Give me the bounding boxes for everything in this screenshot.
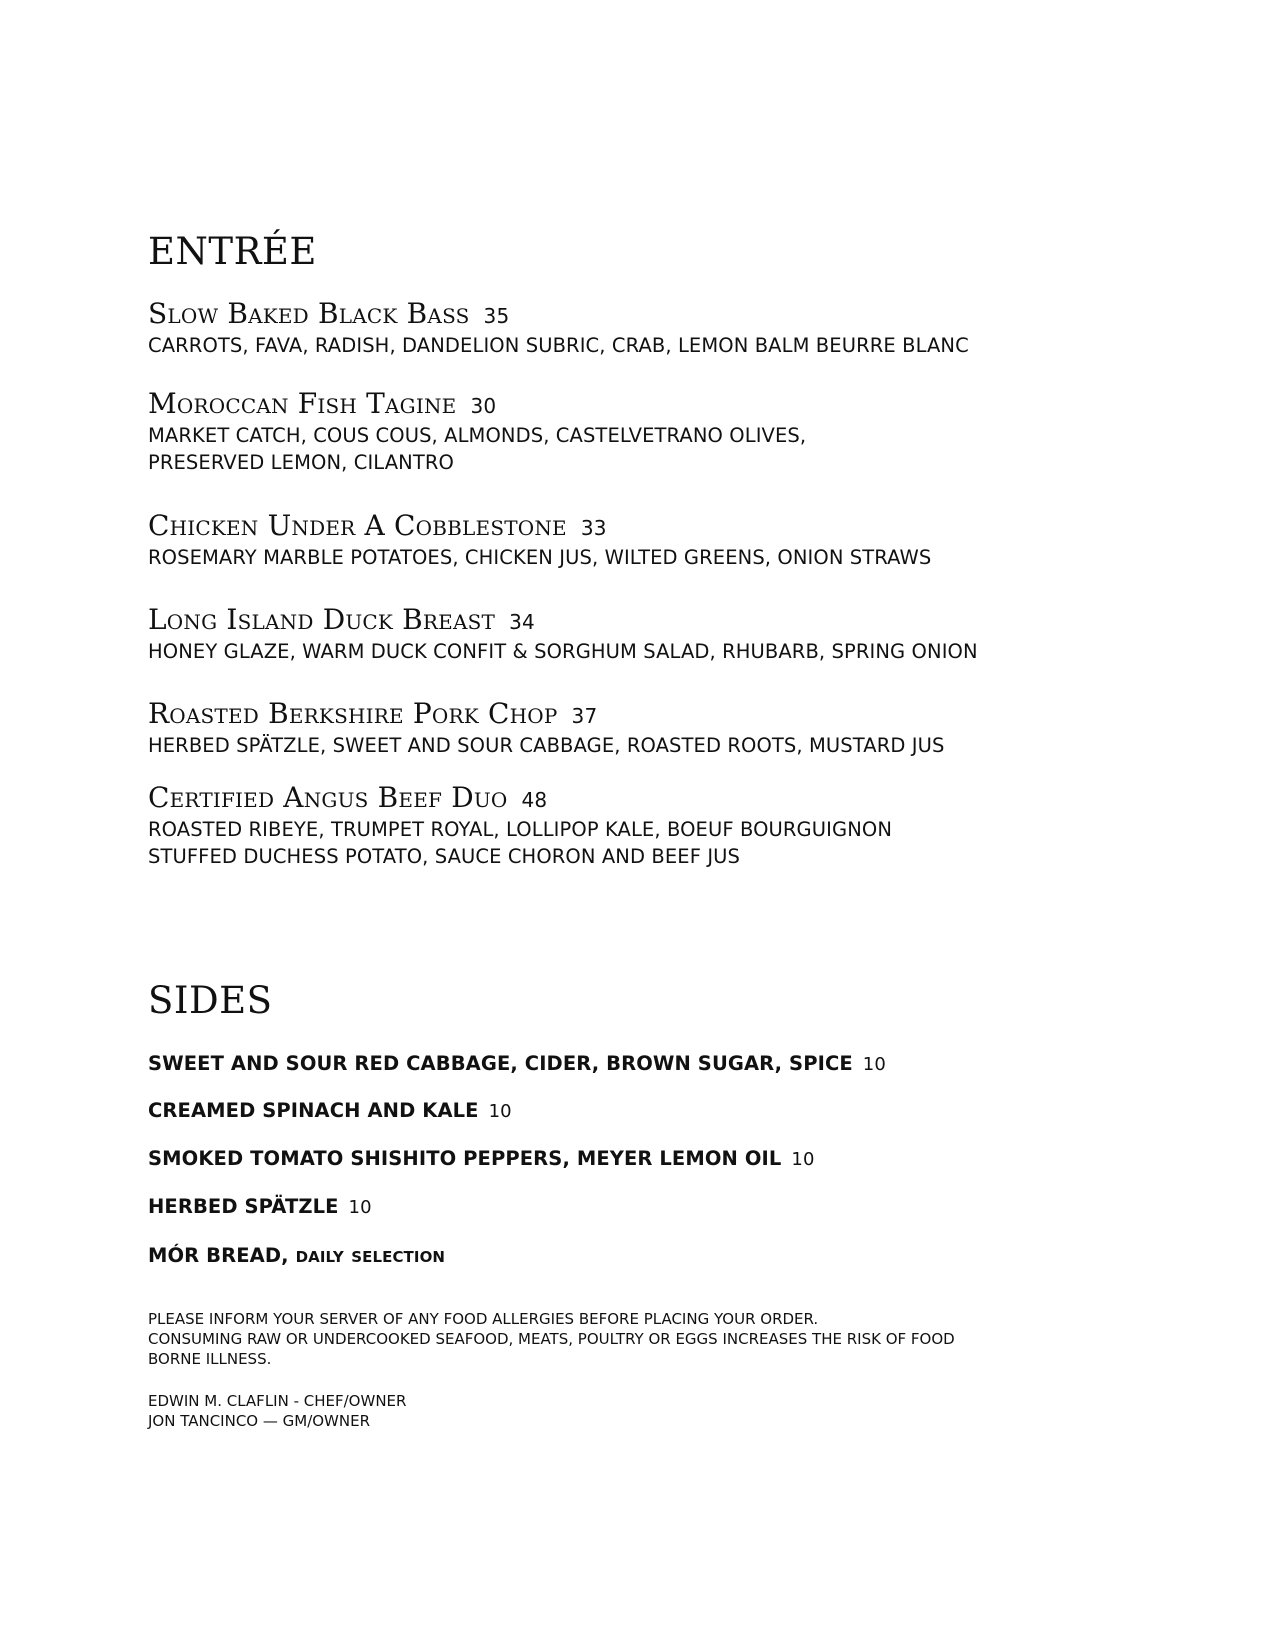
entree-item-pork-chop — [148, 697, 1168, 759]
side-item-shishito-peppers — [148, 1149, 815, 1169]
item-description: MARKET CATCH, COUS COUS, ALMONDS, CASTELVETRANO OLIVES, — [148, 424, 807, 447]
item-price: 34 — [509, 610, 535, 634]
item-name: Roasted Berkshire Pork Chop — [148, 697, 558, 730]
item-heading — [148, 603, 1168, 636]
item-description: STUFFED DUCHESS POTATO, SAUCE CHORON AND BEEF JUS — [148, 845, 741, 868]
notice-line: CONSUMING RAW OR UNDERCOOKED SEAFOOD, MEATS, POULTRY OR EGGS INCREASES THE RISK OF FOOD — [148, 1330, 955, 1348]
item-name: Certified Angus Beef Duo — [148, 781, 508, 814]
item-heading — [148, 387, 1168, 420]
item-name: Chicken Under A Cobblestone — [148, 509, 567, 542]
side-price: 10 — [348, 1197, 372, 1218]
item-description: ROASTED RIBEYE, TRUMPET ROYAL, LOLLIPOP KALE, BOEUF BOURGUIGNON — [148, 818, 893, 841]
item-name: Moroccan Fish Tagine — [148, 387, 457, 420]
item-heading — [148, 297, 1168, 330]
item-price: 37 — [571, 704, 598, 728]
side-item-mor-bread — [148, 1245, 445, 1266]
item-heading — [148, 697, 1168, 730]
entree-item-chicken — [148, 509, 1168, 571]
item-description: ROSEMARY MARBLE POTATOES, CHICKEN JUS, WILTED GREENS, ONION STRAWS — [148, 546, 932, 569]
side-subtitle: daily selection — [295, 1243, 446, 1267]
sides-section-title: SIDES — [148, 979, 273, 1022]
side-price: 10 — [862, 1054, 886, 1075]
entree-item-beef-duo — [148, 781, 1168, 870]
item-description: HONEY GLAZE, WARM DUCK CONFIT & SORGHUM SALAD, RHUBARB, SPRING ONION — [148, 640, 978, 663]
side-name: SMOKED TOMATO SHISHITO PEPPERS, MEYER LEMON OIL — [148, 1147, 782, 1170]
item-price: 33 — [580, 516, 607, 540]
owner-credits — [148, 1391, 406, 1431]
entree-item-duck-breast — [148, 603, 1168, 665]
item-price: 48 — [521, 788, 548, 812]
item-heading — [148, 781, 1168, 814]
side-name: SWEET AND SOUR RED CABBAGE, CIDER, BROWN SUGAR, SPICE — [148, 1052, 853, 1075]
item-price: 35 — [483, 304, 510, 328]
item-name: Slow Baked Black Bass — [148, 297, 470, 330]
entree-section-title: ENTRÉE — [148, 230, 317, 273]
credit-line: EDWIN M. CLAFLIN - CHEF/OWNER — [148, 1392, 407, 1410]
item-description: HERBED SPÄTZLE, SWEET AND SOUR CABBAGE, ROASTED ROOTS, MUSTARD JUS — [148, 734, 945, 757]
entree-item-fish-tagine — [148, 387, 1168, 476]
item-price: 30 — [470, 394, 497, 418]
side-price: 10 — [488, 1101, 512, 1122]
notice-line: BORNE ILLNESS. — [148, 1350, 272, 1368]
side-item-red-cabbage — [148, 1054, 886, 1074]
side-name: HERBED SPÄTZLE — [148, 1195, 339, 1218]
credit-line: JON TANCINCO — GM/OWNER — [148, 1412, 371, 1430]
allergy-notice — [148, 1309, 1108, 1369]
item-description: PRESERVED LEMON, CILANTRO — [148, 451, 454, 474]
item-heading — [148, 509, 1168, 542]
entree-item-black-bass — [148, 297, 1168, 359]
side-price: 10 — [791, 1149, 815, 1170]
item-name: Long Island Duck Breast — [148, 603, 496, 636]
side-name: MÓR BREAD, — [148, 1244, 289, 1267]
side-item-creamed-spinach — [148, 1101, 512, 1121]
side-item-herbed-spatzle — [148, 1197, 372, 1217]
item-description: CARROTS, FAVA, RADISH, DANDELION SUBRIC, CRAB, LEMON BALM BEURRE BLANC — [148, 334, 969, 357]
notice-line: PLEASE INFORM YOUR SERVER OF ANY FOOD ALLERGIES BEFORE PLACING YOUR ORDER. — [148, 1310, 819, 1328]
side-name: CREAMED SPINACH AND KALE — [148, 1099, 479, 1122]
